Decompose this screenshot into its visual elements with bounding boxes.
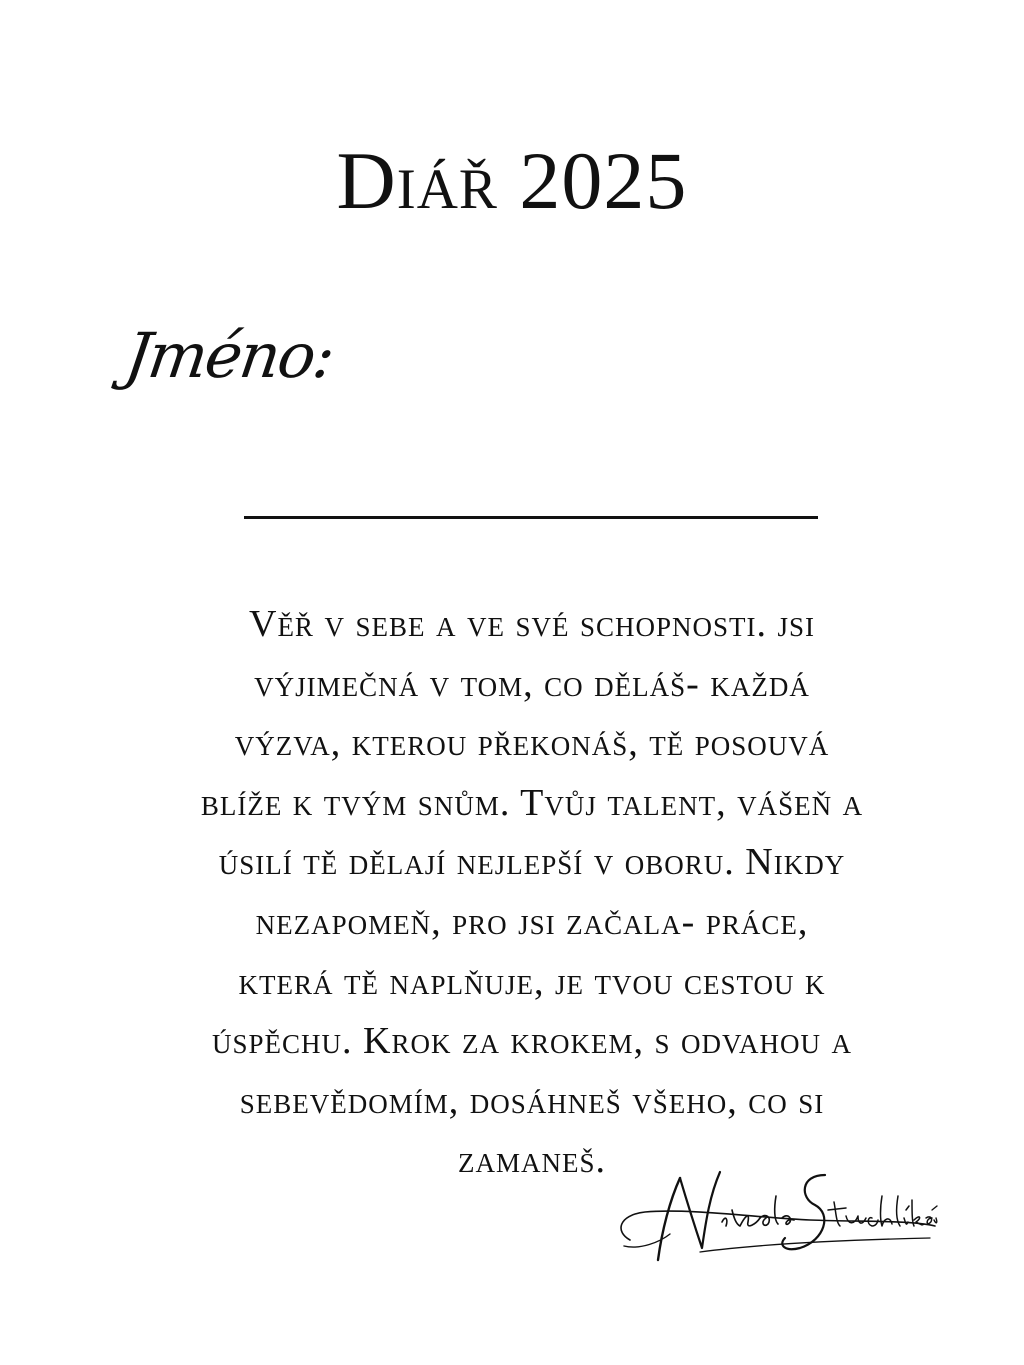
name-field-line (244, 516, 818, 519)
quote-line: úspěchu. Krok za krokem, s odvahou a (212, 1020, 852, 1063)
quote-line: blíže k tvým snům. Tvůj talent, vášeň a (200, 781, 864, 824)
motivational-quote (120, 595, 944, 1191)
quote-line: výjimečná v tom, co děláš- každá (254, 662, 810, 705)
quote-line: sebevědomím, dosáhneš všeho, co si (239, 1079, 825, 1122)
quote-line: nezapomeň, pro jsi začala- práce, (255, 900, 809, 943)
handwritten-signature (610, 1160, 940, 1270)
quote-line: Věř v sebe a ve své schopnosti. jsi (249, 603, 815, 645)
quote-line: která tě naplňuje, je tvou cestou k (238, 960, 826, 1003)
quote-line: úsilí tě dělají nejlepší v oboru. Nikdy (218, 841, 846, 884)
diary-title: Diář 2025 (336, 135, 688, 226)
name-label: Jméno: (120, 319, 338, 392)
quote-line: zamaneš. (457, 1139, 606, 1182)
quote-line: výzva, kterou překonáš, tě posouvá (234, 722, 830, 765)
